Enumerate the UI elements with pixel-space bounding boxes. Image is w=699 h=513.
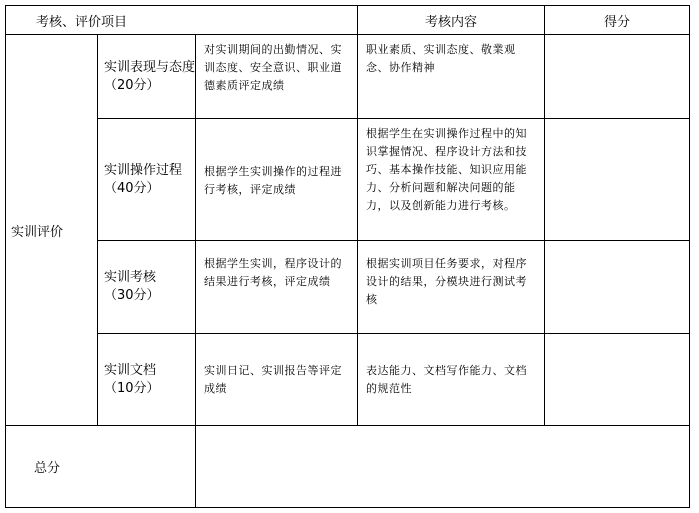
item-points: （20分）	[104, 77, 160, 93]
total-row	[6, 426, 690, 508]
item-content: 表达能力、文档写作能力、文档的规范性	[358, 334, 545, 426]
item-content: 职业素质、实训态度、敬業观念、协作精神	[358, 35, 545, 119]
evaluation-table-container	[5, 5, 690, 508]
score-cell[interactable]	[545, 35, 690, 119]
item-title: 实训操作过程	[104, 162, 183, 178]
category-label: 实训评价	[6, 35, 98, 426]
total-label: 总分	[6, 426, 196, 508]
item-content: 根据学生在实训操作过程中的知识掌握情况、程序设计方法和技巧、基本操作技能、知识应用能力、分析问题和解决问题的能力，以及创新能力进行考核。	[358, 119, 545, 241]
item-standard: 根据学生实训操作的过程进行考核，评定成绩	[196, 119, 358, 241]
item-name	[98, 241, 196, 334]
table-row	[6, 241, 690, 334]
item-title: 实训文档	[104, 362, 157, 378]
item-title: 实训考核	[104, 270, 157, 285]
item-name	[98, 119, 196, 241]
item-title: 实训表现与态度	[104, 59, 196, 75]
item-points: （30分）	[104, 288, 160, 303]
score-cell[interactable]	[545, 241, 690, 334]
score-cell[interactable]	[545, 119, 690, 241]
item-points: （40分）	[104, 180, 160, 196]
item-content: 根据实训项目任务要求，对程序设计的结果，分模块进行测试考核	[358, 241, 545, 334]
item-name	[98, 35, 196, 119]
item-name	[98, 334, 196, 426]
evaluation-table	[5, 5, 690, 508]
item-standard: 根据学生实训，程序设计的结果进行考核，评定成绩	[196, 241, 358, 334]
total-score-cell[interactable]	[196, 426, 690, 508]
header-item: 考核、评价项目	[6, 6, 358, 35]
item-standard: 对实训期间的出勤情况、实训态度、安全意识、职业道德素质评定成绩	[196, 35, 358, 119]
table-row	[6, 35, 690, 119]
header-content: 考核内容	[358, 6, 545, 35]
score-cell[interactable]	[545, 334, 690, 426]
item-standard: 实训日记、实训报告等评定成绩	[196, 334, 358, 426]
table-row	[6, 119, 690, 241]
table-row	[6, 334, 690, 426]
item-points: （10分）	[104, 380, 160, 396]
header-score: 得分	[545, 6, 690, 35]
header-row	[6, 6, 690, 35]
